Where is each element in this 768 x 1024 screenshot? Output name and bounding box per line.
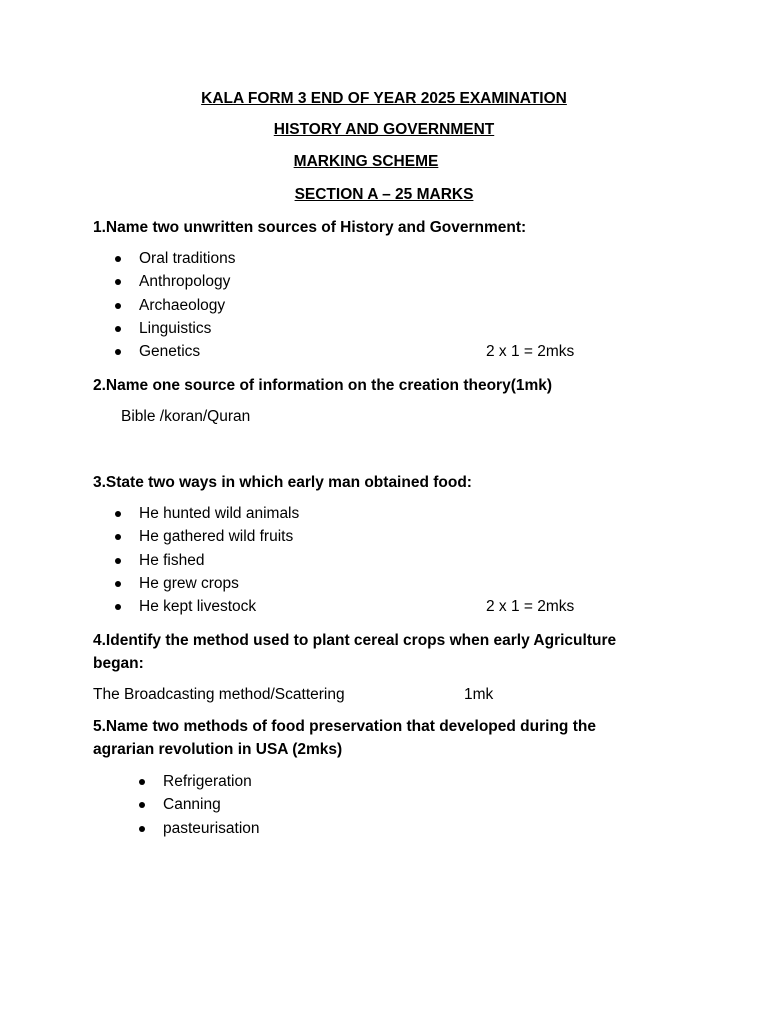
question-2-answer: Bible /koran/Quran — [121, 408, 251, 425]
bullet-icon — [115, 256, 121, 262]
question-2: 2.Name one source of information on the creation theory(1mk) — [93, 377, 553, 394]
bullet-icon — [115, 349, 121, 355]
exam-title: KALA FORM 3 END OF YEAR 2025 EXAMINATION — [201, 90, 567, 107]
subject-title: HISTORY AND GOVERNMENT — [273, 121, 495, 138]
question-1: 1.Name two unwritten sources of History and Government: — [93, 219, 527, 236]
question-4-answer: The Broadcasting method/Scattering — [93, 686, 345, 703]
bullet-icon — [139, 779, 145, 785]
document-type-title: MARKING SCHEME — [293, 153, 439, 170]
question-3: 3.State two ways in which early man obtained food: — [93, 474, 472, 491]
bullet-icon — [115, 279, 121, 285]
bullet-icon — [139, 826, 145, 832]
bullet-icon — [115, 303, 121, 309]
question-5: 5.Name two methods of food preservation that developed during the agrarian revolution in USA (2mks) — [93, 718, 596, 758]
bullet-icon — [139, 802, 145, 808]
question-4: 4.Identify the method used to plant cereal crops when early Agriculture began: — [93, 632, 617, 672]
marking-scheme-page: KALA FORM 3 END OF YEAR 2025 EXAMINATION HISTORY AND GOVERNMENT MARKING SCHEME SECTION A – 25 MARKS 1.Name two unwritten sources of History and Government: Oral traditions Anthropology Archaeology Linguistics Genetics 2 x 1 = 2mks 2.Name one source of information on the creation theory(1mk) Bible /koran/Quran 3.State two ways in which early man obtained food: He hunted wild animals He gathered wild fruits He fished He grew crops He kept livestock 2 x 1 = 2mks 4.Identify the method used to plant cereal crops when early Agriculture began: The Broadcasting method/Scattering 1mk 5.Name two methods of food preservation that developed during the agrarian revolution in USA (2mks) Refrigeration Canning pasteurisation — [0, 0, 768, 1024]
bullet-icon — [115, 604, 121, 610]
bullet-icon — [115, 511, 121, 517]
bullet-icon — [115, 326, 121, 332]
section-title: SECTION A – 25 MARKS — [294, 186, 474, 203]
bullet-icon — [115, 581, 121, 587]
question-1-marks: 2 x 1 = 2mks — [486, 343, 575, 361]
question-3-marks: 2 x 1 = 2mks — [486, 598, 575, 616]
bullet-icon — [115, 558, 121, 564]
question-4-marks: 1mk — [464, 686, 494, 703]
bullet-icon — [115, 534, 121, 540]
